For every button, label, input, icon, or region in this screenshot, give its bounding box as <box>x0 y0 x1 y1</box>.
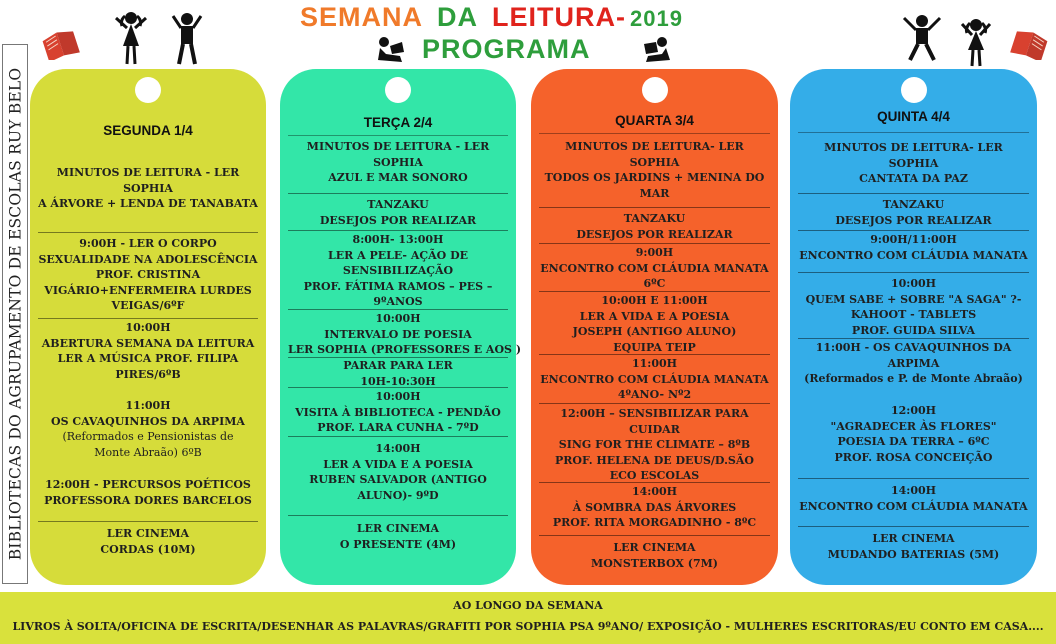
schedule-line: ENCONTRO COM CLÁUDIA MANATA <box>540 261 769 275</box>
schedule-line: 10:00H <box>890 277 937 290</box>
schedule-block <box>539 207 770 242</box>
schedule-line: ENCONTRO COM CLÁUDIA MANATA <box>799 248 1028 262</box>
schedule-line: VISITA À BIBLIOTECA - PENDÃO <box>295 405 501 419</box>
schedule-block <box>539 403 770 484</box>
schedule-line: ABERTURA SEMANA DA LEITURA <box>41 336 255 350</box>
schedule-line: "AGRADECER ÀS FLORES" <box>830 419 997 433</box>
schedule-line: MUDANDO BATERIAS (5M) <box>827 547 1000 561</box>
schedule-line: ALUNO)- 9ºD <box>357 488 439 502</box>
schedule-line: DESEJOS POR REALIZAR <box>319 213 477 227</box>
schedule-line: 10:00H <box>375 312 421 325</box>
day-card-tuesday <box>280 69 522 585</box>
schedule-line: VEIGAS/6ºF <box>111 299 185 312</box>
schedule-block <box>539 243 770 292</box>
girl-silhouette-icon <box>112 10 150 66</box>
schedule-block <box>288 387 508 436</box>
schedule-line: PIRES/6ºB <box>115 367 181 381</box>
schedule-line: KAHOOT - TABLETS <box>850 308 977 321</box>
schedule-line: LER CINEMA <box>872 532 955 545</box>
schedule-line: MONSTERBOX (7M) <box>591 556 718 570</box>
divider <box>288 135 508 136</box>
schedule-block <box>38 398 258 460</box>
schedule-line: 10:00H <box>375 390 421 403</box>
title-word-leitura: LEITURA- <box>492 2 626 32</box>
schedule-line: SEXUALIDADE NA ADOLESCÊNCIA <box>38 252 258 266</box>
schedule-line: LER A PELE- AÇÃO DE <box>328 248 468 262</box>
schedule-line: 14:00H <box>890 484 937 497</box>
card-hole <box>385 77 411 103</box>
schedule-line: SOPHIA <box>373 155 423 169</box>
schedule-line: TANZAKU <box>367 198 429 211</box>
schedule-line: TANZAKU <box>623 212 686 225</box>
schedule-line: MAR <box>639 186 670 200</box>
schedule-line: RUBEN SALVADOR (ANTIGO <box>309 473 487 486</box>
schedule-block <box>539 291 770 355</box>
schedule-line: DESEJOS POR REALIZAR <box>835 213 992 227</box>
schedule-line: 14:00H <box>631 485 678 498</box>
schedule-block <box>798 338 1029 387</box>
schedule-line: SING FOR THE CLIMATE – 8ºB <box>558 438 751 451</box>
schedule-block <box>798 272 1029 338</box>
schedule-line: 9:00H/11:00H <box>870 233 957 246</box>
schedule-line: 12:00H - PERCURSOS POÉTICOS <box>45 478 251 491</box>
title-word-da: DA <box>437 2 479 32</box>
schedule-line: PROF. LARA CUNHA - 7ºD <box>317 421 479 434</box>
schedule-line: PROF. GUIDA SILVA <box>851 323 976 337</box>
schedule-block <box>288 139 508 186</box>
schedule-line: PROF. CRISTINA <box>95 268 201 281</box>
schedule-block <box>288 193 508 228</box>
schedule-block <box>798 526 1029 562</box>
schedule-block <box>38 521 258 557</box>
schedule-line: MINUTOS DE LEITURA- LER <box>565 140 744 153</box>
schedule-line: 11:00H <box>631 357 678 370</box>
schedule-block <box>798 478 1029 514</box>
schedule-line: DESEJOS POR REALIZAR <box>576 227 733 241</box>
jumping-child-icon <box>902 14 942 64</box>
schedule-line: TANZAKU <box>882 198 945 211</box>
schedule-line: SOPHIA <box>629 155 680 169</box>
divider <box>539 133 770 134</box>
card-hole <box>135 77 161 103</box>
schedule-block <box>38 477 258 508</box>
title-year: 2019 <box>630 6 683 31</box>
sidebar-banner <box>2 44 28 584</box>
schedule-line: 6ºC <box>643 277 666 290</box>
schedule-line: JOSEPH (ANTIGO ALUNO) <box>572 325 737 338</box>
footer-banner <box>0 592 1056 644</box>
schedule-line: ENCONTRO COM CLÁUDIA MANATA <box>799 499 1028 513</box>
schedule-line: SOPHIA <box>888 156 939 170</box>
schedule-block <box>798 403 1029 465</box>
schedule-line: VIGÁRIO+ENFERMEIRA LURDES <box>44 283 252 297</box>
schedule-block <box>288 357 508 389</box>
schedule-line: 9:00H - LER O CORPO <box>79 237 217 250</box>
schedule-line: 4ºANO- Nº2 <box>617 388 692 401</box>
schedule-line: CANTATA DA PAZ <box>859 172 968 185</box>
schedule-block <box>798 230 1029 263</box>
schedule-line: A ÁRVORE + LENDA DE TANABATA <box>38 197 258 210</box>
schedule-line: QUEM SABE + SOBRE "A SAGA" ?- <box>805 292 1022 306</box>
schedule-block <box>288 309 522 358</box>
schedule-line: Monte Abraão) 6ºB <box>94 445 202 459</box>
boy-silhouette-icon <box>170 12 204 66</box>
reading-child-icon <box>372 36 408 66</box>
schedule-block <box>288 515 508 552</box>
schedule-line: PROF. FÁTIMA RAMOS – PES – <box>303 279 493 293</box>
schedule-line: INTERVALO DE POESIA <box>324 327 472 341</box>
schedule-line: 10:00H <box>125 321 171 334</box>
schedule-block <box>539 482 770 531</box>
schedule-block <box>288 436 508 503</box>
schedule-line: 12:00H – SENSIBILIZAR PARA <box>560 407 749 420</box>
schedule-block <box>539 354 770 403</box>
card-hole <box>642 77 668 103</box>
day-card-thursday <box>790 69 1037 585</box>
schedule-line: ENCONTRO COM CLÁUDIA MANATA <box>540 372 769 386</box>
day-title: SEGUNDA 1/4 <box>103 123 193 138</box>
schedule-line: 11:00H <box>125 399 171 412</box>
schedule-line: 11:00H - OS CAVAQUINHOS DA <box>815 341 1012 354</box>
schedule-line: TODOS OS JARDINS + MENINA DO <box>544 171 765 184</box>
schedule-block <box>38 318 258 382</box>
schedule-line: LER A VIDA E A POESIA <box>323 457 473 471</box>
schedule-line: CUIDAR <box>629 422 680 436</box>
schedule-line: SOPHIA <box>123 181 173 195</box>
schedule-line: EQUIPA TEIP <box>613 340 696 354</box>
day-card-monday <box>30 69 266 585</box>
day-title: QUINTA 4/4 <box>877 109 950 124</box>
title-word-semana: SEMANA <box>300 2 424 32</box>
schedule-line: PROF. ROSA CONCEIÇÃO <box>834 450 993 464</box>
book-icon-left <box>40 26 80 60</box>
schedule-line: PROF. HELENA DE DEUS/D.SÃO <box>555 453 754 467</box>
schedule-line: MINUTOS DE LEITURA - LER <box>56 166 240 179</box>
schedule-line: CORDAS (10M) <box>100 542 196 556</box>
schedule-line: MINUTOS DE LEITURA - LER <box>306 140 490 153</box>
schedule-line: (Reformados e P. de Monte Abraão) <box>804 372 1023 385</box>
schedule-block <box>539 139 770 201</box>
schedule-block <box>38 165 258 212</box>
schedule-line: 10H-10:30H <box>360 374 436 388</box>
footer-heading: AO LONGO DA SEMANA <box>453 599 603 612</box>
schedule-line: 12:00H <box>890 404 937 417</box>
schedule-line: LER A VIDA E A POESIA <box>579 309 730 323</box>
book-icon-right <box>1010 26 1050 60</box>
schedule-line: 9:00H <box>635 246 674 259</box>
schedule-line: ECO ESCOLAS <box>609 469 700 482</box>
schedule-line: OS CAVAQUINHOS DA ARPIMA <box>51 414 245 428</box>
schedule-line: 14:00H <box>375 442 421 455</box>
schedule-block <box>798 140 1029 187</box>
schedule-line: 10:00H E 11:00H <box>601 294 708 307</box>
schedule-line: AZUL E MAR SONORO <box>328 171 468 184</box>
schedule-block <box>798 193 1029 228</box>
schedule-line: PARAR PARA LER <box>343 359 453 372</box>
schedule-line: LER CINEMA <box>106 527 190 540</box>
girl-silhouette-icon-right <box>958 18 994 68</box>
schedule-line: (Reformados e Pensionistas de <box>62 430 234 443</box>
day-card-wednesday <box>531 69 778 585</box>
schedule-line: LER CINEMA <box>356 522 440 535</box>
card-hole <box>901 77 927 103</box>
schedule-line: O PRESENTE (4M) <box>339 537 457 551</box>
schedule-line: MINUTOS DE LEITURA- LER <box>824 141 1003 154</box>
schedule-line: SENSIBILIZAÇÃO <box>342 264 454 277</box>
schedule-line: PROF. RITA MORGADINHO - 8ºC <box>552 516 757 529</box>
schedule-line: 8:00H- 13:00H <box>352 233 444 246</box>
schedule-line: LER A MÚSICA PROF. FILIPA <box>57 352 239 365</box>
schedule-line: ARPIMA <box>887 356 940 370</box>
schedule-line: LER CINEMA <box>613 541 696 554</box>
schedule-line: 9ºANOS <box>373 295 423 308</box>
page-title <box>300 2 780 34</box>
page-subtitle: PROGRAMA <box>422 34 591 64</box>
day-title: TERÇA 2/4 <box>363 115 433 130</box>
divider <box>798 132 1029 133</box>
schedule-block <box>38 232 258 314</box>
reading-child-icon-2 <box>640 36 676 66</box>
schedule-line: À SOMBRA DAS ÁRVORES <box>572 500 737 514</box>
schedule-block <box>539 535 770 571</box>
sidebar-text: BIBLIOTECAS DO AGRUPAMENTO DE ESCOLAS RUY BELO <box>6 67 25 561</box>
day-title: QUARTA 3/4 <box>615 113 694 128</box>
schedule-block <box>288 230 508 310</box>
schedule-line: LER SOPHIA (PROFESSORES E AOS ) <box>288 343 522 356</box>
footer-activities: LIVROS À SOLTA/OFICINA DE ESCRITA/DESENHAR AS PALAVRAS/GRAFITI POR SOPHIA PSA 9ºANO/ EXPOSIÇÃO - MULHERES ESCRITORAS/EU CONTO EM CASA.... <box>12 620 1044 633</box>
schedule-line: POESIA DA TERRA – 6ºC <box>837 435 990 448</box>
schedule-line: PROFESSORA DORES BARCELOS <box>44 493 252 507</box>
